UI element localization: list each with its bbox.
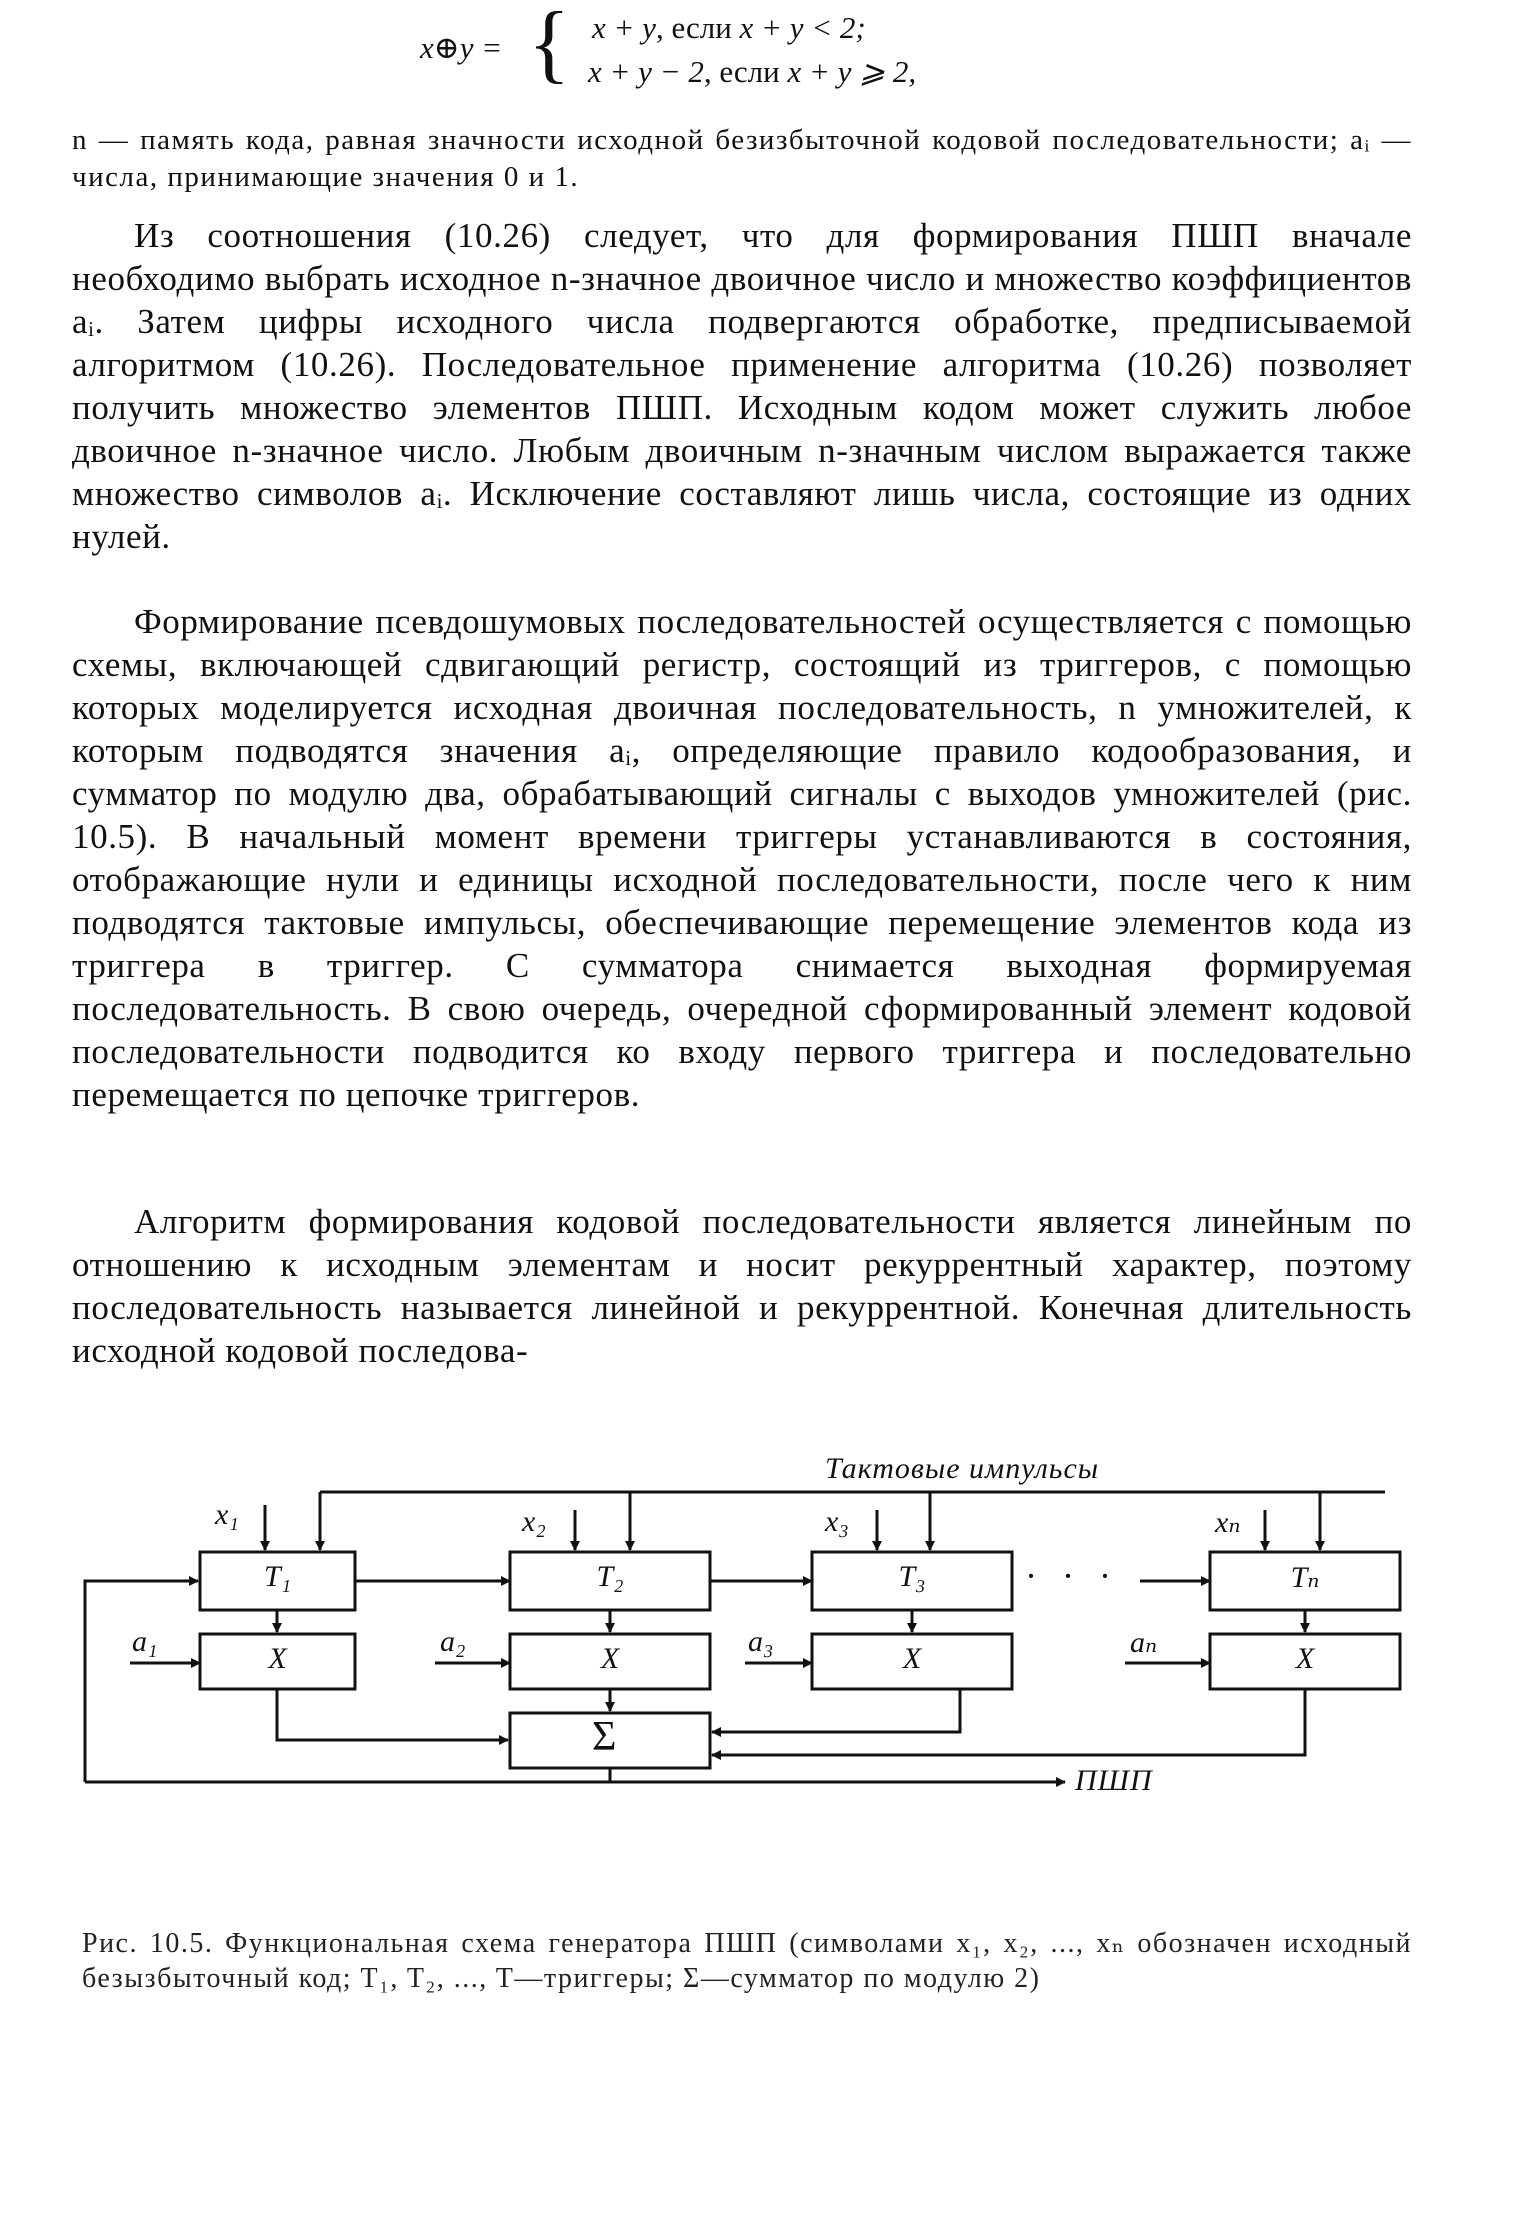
trigger-label-3: T₃ [898,1560,926,1593]
paragraph-2: Формирование псевдошумовых последовательностей осуществляется с помощью схемы, включающей сдвигающий регистр, состоящий из триггеров, с помощью которых моделируется исходная двоичная последовательность, n умножителей, к которым подводятся значения aᵢ, определяющие правило кодообразования, и сумматор по модулю два, обрабатывающий сигналы с выходов умножителей (рис. 10.5). В начальный момент времени триггеры устанавливаются в состояния, отображающие нули и единицы исходной последовательности, после чего к ним подводятся тактовые импульсы, обеспечивающие перемещение элементов кода из триггера в триггер. С сумматора снимается выходная формируемая последовательность. В свою очередь, очередной сформированный элемент кодовой последовательности подводится ко входу первого триггера и последовательно перемещается по цепочке триггеров. [72,602,1412,1114]
formula-note: n — память кода, равная значности исходной безизбыточной кодовой последовательности; aᵢ — числа, принимающие значения 0 и 1. [72,124,1412,193]
trigger-label-n: Tₙ [1290,1561,1320,1594]
trigger-label-2: T₂ [596,1560,624,1593]
formula [420,0,1120,92]
multiplier-label-n: X [1295,1642,1315,1675]
formula-brace: { [528,0,571,92]
ellipsis: · · · [1025,1556,1119,1596]
paragraph-1: Из соотношения (10.26) следует, что для формирования ПШП вначале необходимо выбрать исходное n-значное двоичное число и множество коэффициентов aᵢ. Затем цифры исходного числа подвергаются обработке, предписываемой алгоритмом (10.26). Последовательное применение алгоритма (10.26) позволяет получить множество элементов ПШП. Исходным кодом может служить любое двоичное n-значное число. Любым двоичным n-значным числом выражается также множество символов aᵢ. Исключение составляют лишь числа, состоящие из одних нулей. [72,216,1412,556]
input-x-1: x₁ [215,1498,239,1531]
formula-lhs: x⊕y = [420,30,503,65]
input-a-n: aₙ [1130,1626,1158,1659]
multiplier-label-3: X [902,1642,922,1675]
input-x-n: xₙ [1215,1506,1241,1539]
input-x-2: x₂ [522,1505,546,1538]
multiplier-label-2: X [600,1642,620,1675]
input-a-3: a₃ [748,1625,774,1658]
figure-caption: Рис. 10.5. Функциональная схема генератора ПШП (символами x₁, x₂, ..., xₙ обозначен исходный безызбыточный код; T₁, T₂, ..., T—триггеры; Σ—сумматор по модулю 2) [82,1928,1412,1994]
formula-case-1: x + y, если x + y < 2; [592,10,866,45]
formula-case-2: x + y − 2, если x + y ⩾ 2, [588,54,917,89]
input-x-3: x₃ [825,1505,849,1538]
clock-label: Тактовые импульсы [825,1452,1100,1485]
diagram-lines [60,1430,1460,1930]
paragraph-3: Алгоритм формирования кодовой последовательности является линейным по отношению к исходным элементам и носит рекуррентный характер, поэтому последовательность называется линейной и рекуррентной. Конечная длительность исходной кодовой последова- [72,1202,1412,1370]
trigger-label-1: T₁ [263,1560,292,1593]
multiplier-label-1: X [268,1642,287,1675]
input-a-1: a₁ [132,1625,158,1658]
output-label: ПШП [1075,1764,1153,1797]
sum-label: Σ [592,1714,617,1760]
block-diagram [60,1430,1460,2240]
input-a-2: a₂ [440,1625,466,1658]
